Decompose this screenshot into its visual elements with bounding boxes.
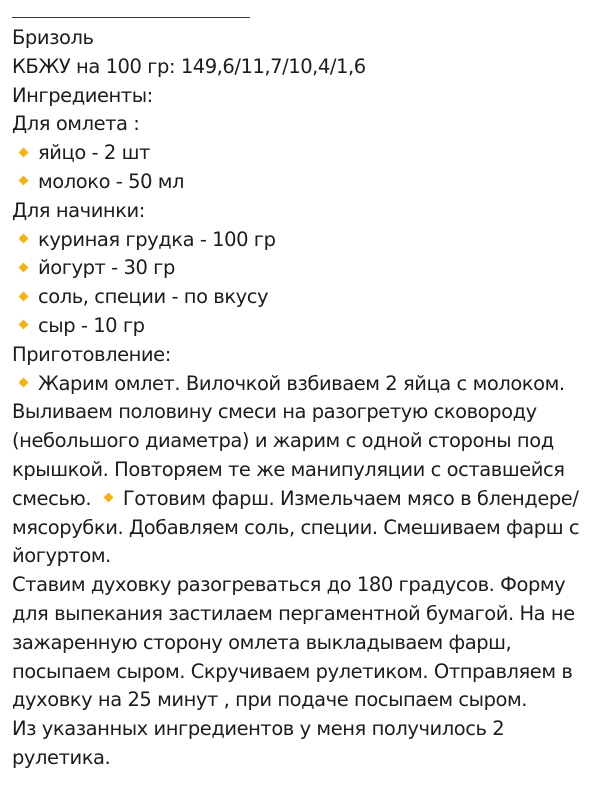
orange-diamond-icon bbox=[19, 147, 29, 157]
ingredient-item bbox=[12, 254, 594, 283]
ingredient-item bbox=[12, 226, 594, 255]
recipe-title: Бризоль bbox=[12, 26, 94, 49]
step-2-text: Готовим фарш. Измельчаем мясо в блендере/мясорубки. Добавляем соль, специи. Смешиваем фарш с йогуртом. bbox=[12, 486, 580, 568]
ingredient-label: яйцо - 2 шт bbox=[38, 141, 150, 165]
orange-diamond-icon bbox=[103, 493, 113, 503]
ingredient-label: сыр - 10 гр bbox=[38, 313, 145, 337]
orange-diamond-icon bbox=[19, 234, 29, 244]
ingredient-item bbox=[12, 283, 594, 312]
orange-diamond-icon bbox=[19, 262, 29, 272]
result-text: Из указанных ингредиентов у меня получилось 2 рулетика. bbox=[12, 717, 505, 769]
ingredient-label: йогурт - 30 гр bbox=[38, 256, 175, 280]
orange-diamond-icon bbox=[19, 176, 29, 186]
filling-heading: Для начинки: bbox=[12, 198, 145, 222]
ingredient-item bbox=[12, 312, 594, 341]
orange-diamond-icon bbox=[19, 320, 29, 330]
step-3-text: Ставим духовку разогреваться до 180 градусов. Форму для выпекания застилаем пергаментной бумагой. На не зажаренную сторону омлета выкладываем фарш, посыпаем сыром. Скручиваем рулетиком. Отправляем в духовку на 25 минут , при подаче посыпаем сыром. bbox=[12, 573, 575, 712]
nutrition-info: КБЖУ на 100 гр: 149,6/11,7/10,4/1,6 bbox=[12, 54, 366, 78]
step-1-text: Жарим омлет. Вилочкой взбиваем 2 яйца с молоком. Выливаем половину смеси на разогретую сковороду (небольшого диаметра) и жарим с одной стороны под крышкой. Повторяем те же манипуляции с оставшейся смесью. bbox=[12, 371, 565, 510]
recipe-text bbox=[12, 24, 594, 773]
ingredient-item bbox=[12, 139, 594, 168]
orange-diamond-icon bbox=[19, 291, 29, 301]
ingredient-label: молоко - 50 мл bbox=[38, 169, 185, 193]
ingredient-item bbox=[12, 168, 594, 197]
preparation-steps bbox=[12, 370, 594, 572]
separator-line bbox=[12, 17, 250, 18]
ingredient-label: куриная грудка - 100 гр bbox=[38, 227, 276, 251]
omelet-heading: Для омлета : bbox=[12, 112, 140, 136]
ingredient-label: соль, специи - по вкусу bbox=[38, 285, 269, 309]
ingredients-heading: Ингредиенты: bbox=[12, 83, 153, 107]
orange-diamond-icon bbox=[19, 378, 29, 388]
preparation-heading: Приготовление: bbox=[12, 342, 171, 366]
